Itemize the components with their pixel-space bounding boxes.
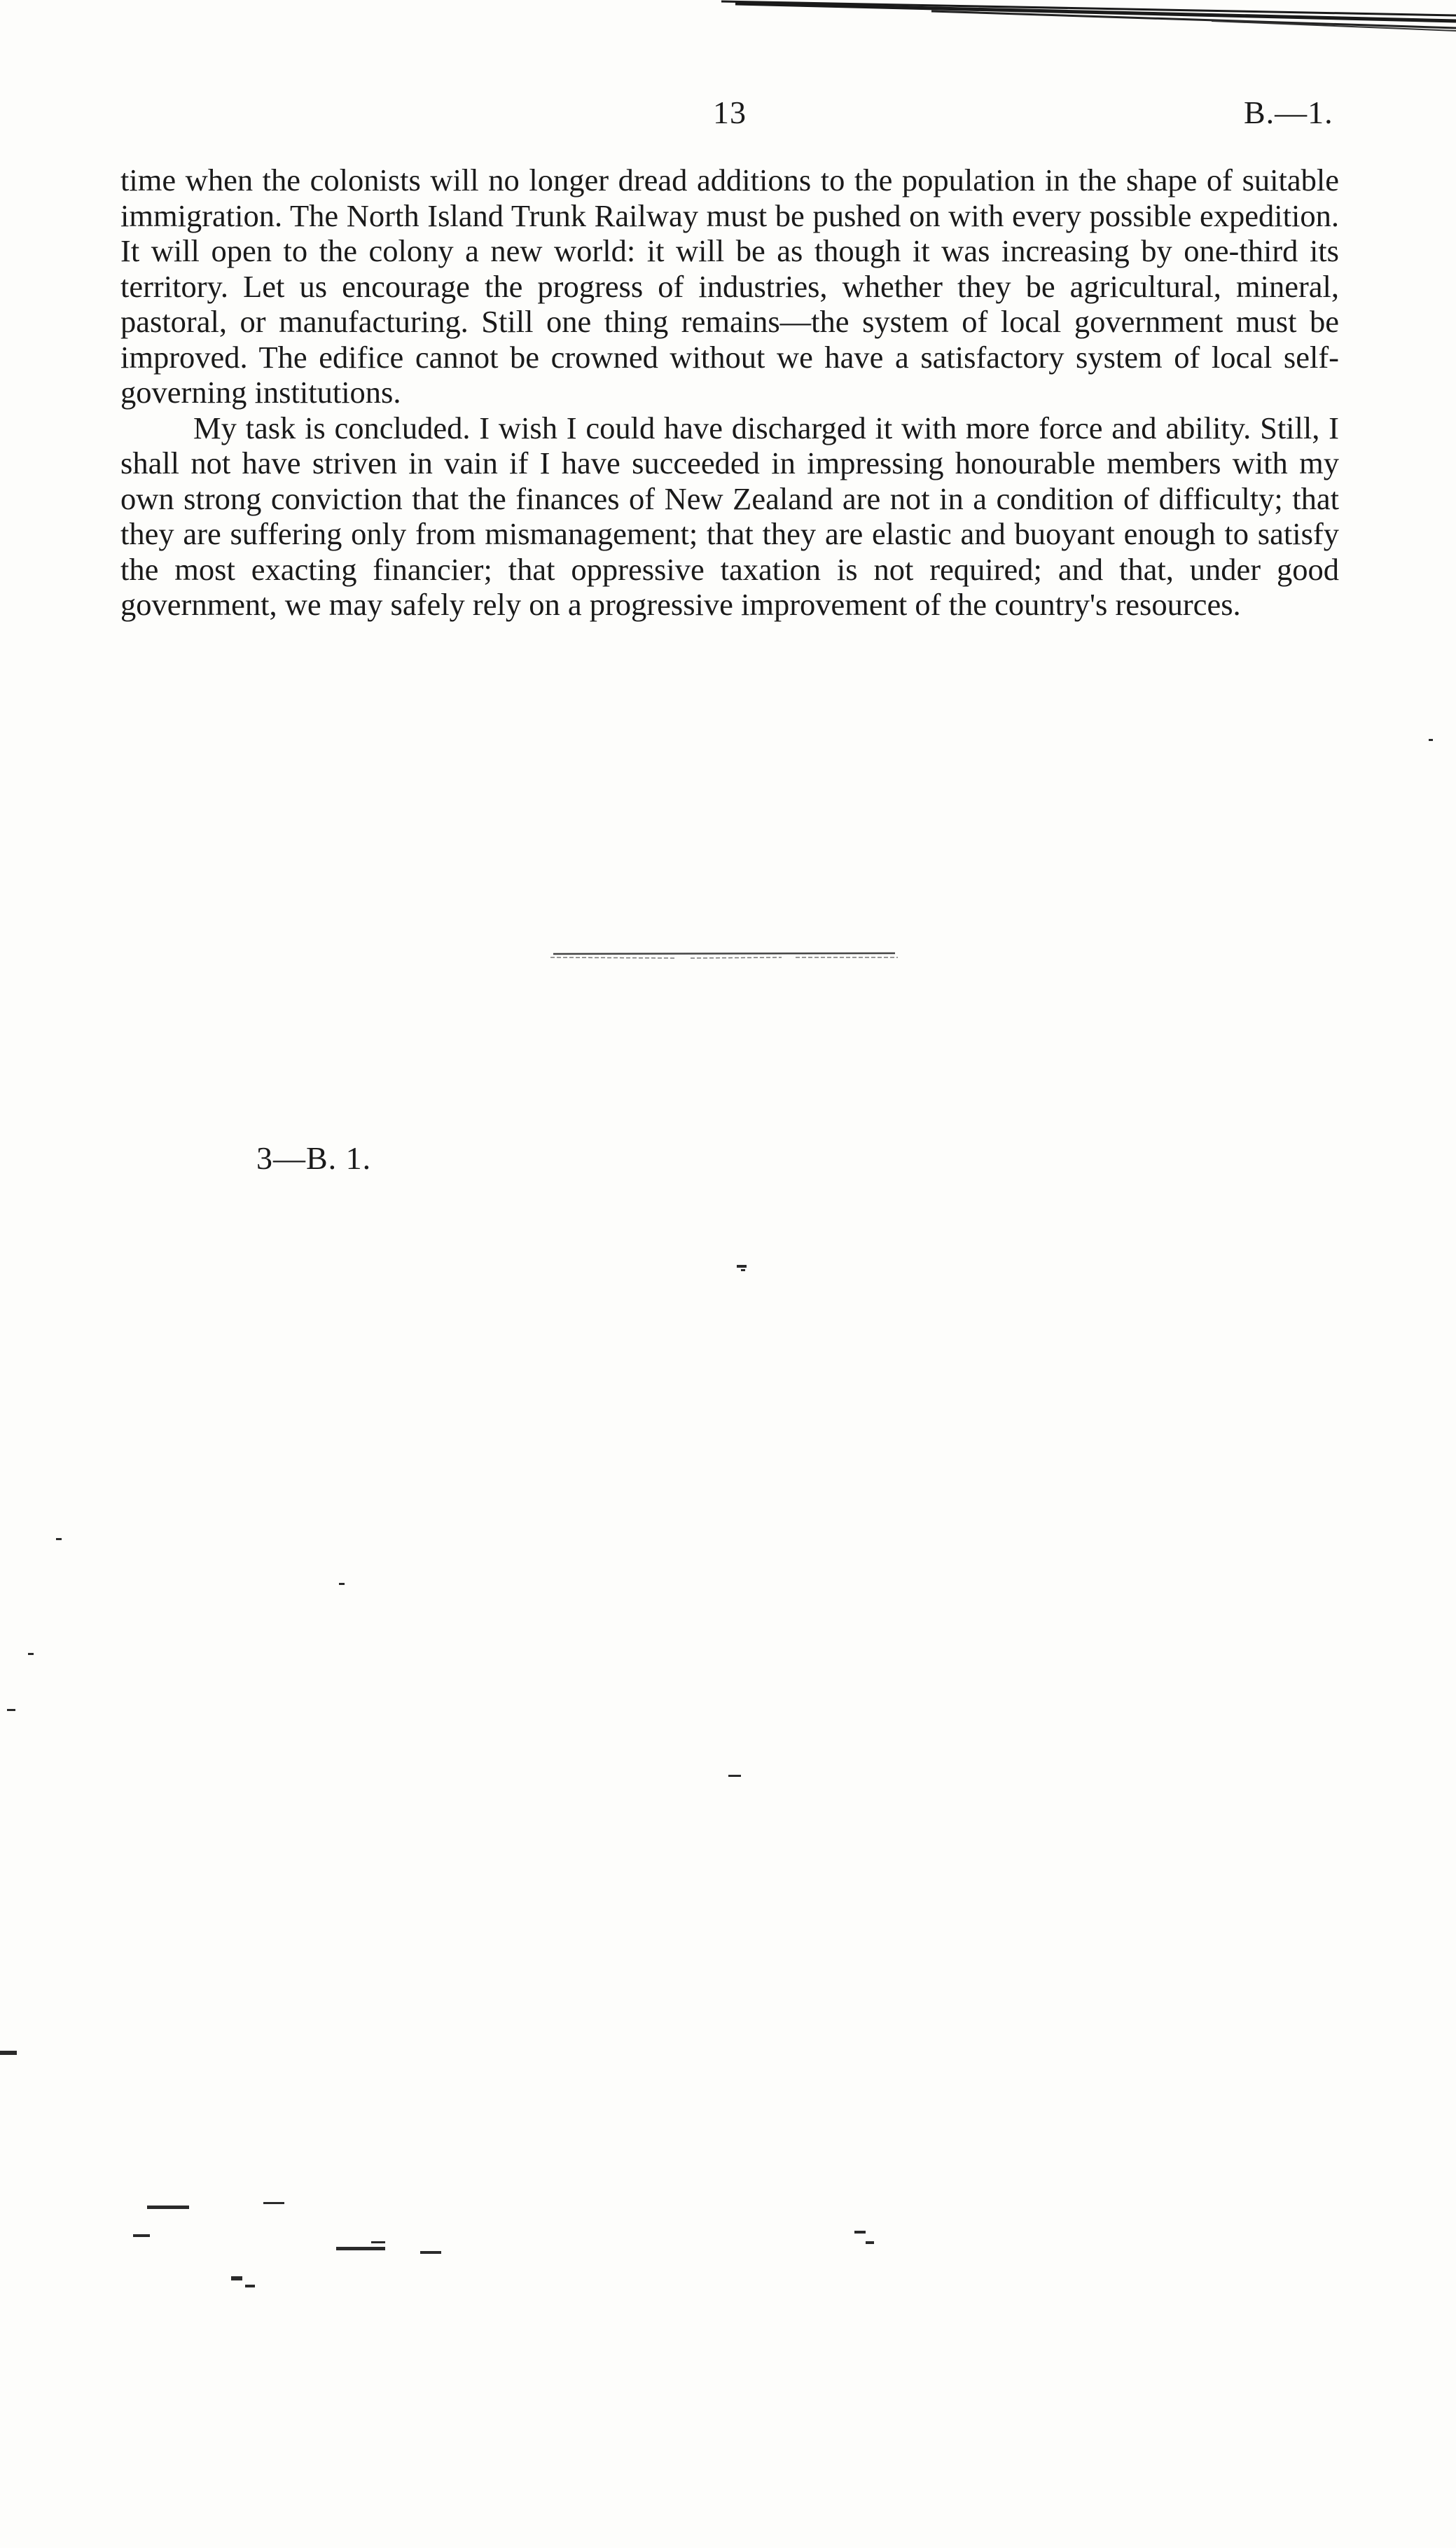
paragraph: time when the colonists will no longer dread additions to the population in the shape of suitable immigration. The North Island Trunk Railway must be pushed on with every possible expedition. It will open to the colony a new world: it will be as though it was increasing by one-third its territory. Let us encourage the progress of industries, whether they be agricultural, mineral, pastoral, or manufacturing. Still one thing remains—the system of local government must be improved. The edifice cannot be crowned without we have a satisfactory system of local self-governing institutions.	[120, 162, 1339, 410]
page-number: 13	[713, 95, 747, 130]
paragraph: My task is concluded. I wish I could have discharged it with more force and ability. Still, I shall not have striven in vain if I have succeeded in impressing honourable members with my own strong conviction that the finances of New Zealand are not in a condition of difficulty; that they are suffering only from mismanagement; that they are elastic and buoyant enough to satisfy the most exacting financier; that oppressive taxation is not required; and that, under good government, we may safely rely on a progressive improvement of the country's resources.	[120, 410, 1339, 622]
signature-mark: 3—B. 1.	[256, 1140, 372, 1176]
document-reference: B.—1.	[1244, 95, 1333, 130]
